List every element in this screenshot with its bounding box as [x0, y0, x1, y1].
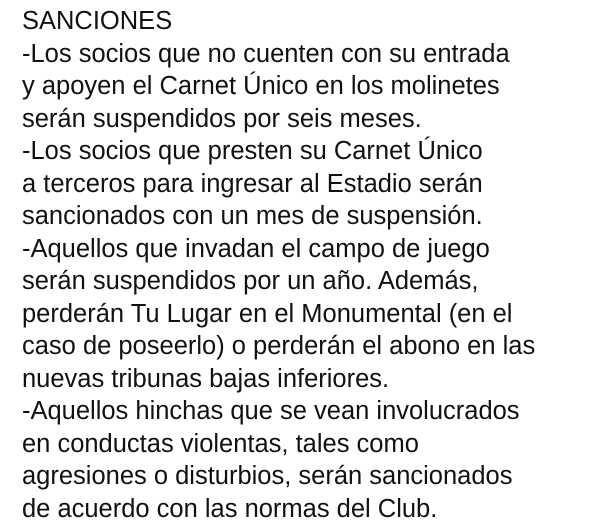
message-line: -Los socios que no cuenten con su entrada: [22, 38, 594, 71]
message-line: serán suspendidos por un año. Además,: [22, 265, 594, 298]
message-line: perderán Tu Lugar en el Monumental (en el: [22, 298, 594, 331]
message-line: de acuerdo con las normas del Club.: [22, 493, 594, 525]
message-line: nuevas tribunas bajas inferiores.: [22, 363, 594, 396]
message-line: en conductas violentas, tales como: [22, 428, 594, 461]
message-line: a terceros para ingresar al Estadio serán: [22, 168, 594, 201]
message-line: serán suspendidos por seis meses.: [22, 103, 594, 136]
message-line: -Los socios que presten su Carnet Único: [22, 135, 594, 168]
message-line: -Aquellos hinchas que se vean involucrados: [22, 395, 594, 428]
sanctions-heading: SANCIONES: [22, 5, 594, 38]
message-line: -Aquellos que invadan el campo de juego: [22, 233, 594, 266]
message-line: y apoyen el Carnet Único en los molinetes: [22, 70, 594, 103]
message-line: agresiones o disturbios, serán sancionados: [22, 460, 594, 493]
message-line: caso de poseerlo) o perderán el abono en las: [22, 330, 594, 363]
message-text-block: [22, 5, 594, 525]
message-line: sancionados con un mes de suspensión.: [22, 200, 594, 233]
